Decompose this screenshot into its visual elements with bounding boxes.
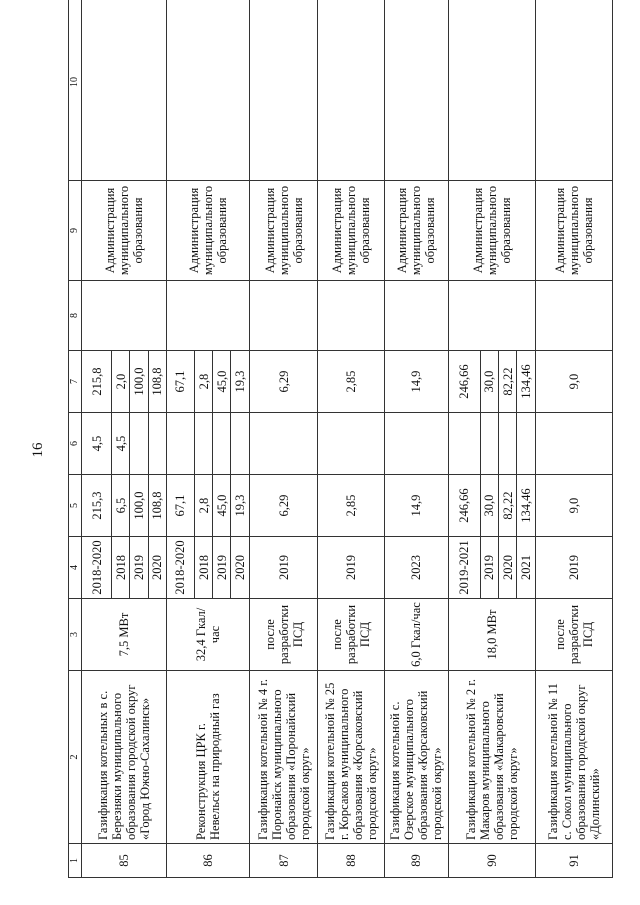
col10-empty — [385, 0, 448, 181]
col6-value: 4,5 — [82, 413, 112, 475]
responsible: Администрация муниципального образования — [448, 181, 535, 281]
total-value: 14,9 — [385, 475, 448, 537]
column-number: 3 — [69, 599, 82, 671]
year-value: 19,3 — [231, 475, 249, 537]
col6-value — [318, 413, 385, 475]
year-col6 — [213, 413, 231, 475]
year: 2020 — [499, 537, 517, 599]
year-col6 — [499, 413, 517, 475]
year-value: 30,0 — [480, 475, 498, 537]
capacity: после разработки ПСД — [535, 599, 612, 671]
col8-empty — [448, 281, 535, 351]
year-col6: 4,5 — [112, 413, 130, 475]
col8-empty — [166, 281, 249, 351]
year-value: 134,46 — [517, 475, 535, 537]
col10-empty — [448, 0, 535, 181]
total-value: 6,29 — [249, 475, 318, 537]
total-value: 246,66 — [448, 475, 480, 537]
column-number: 6 — [69, 413, 82, 475]
responsible: Администрация муниципального образования — [318, 181, 385, 281]
col8-empty — [535, 281, 612, 351]
responsible: Администрация муниципального образования — [385, 181, 448, 281]
col7-value: 215,8 — [82, 351, 112, 413]
column-number-row — [69, 0, 82, 878]
col6-value — [448, 413, 480, 475]
capacity: 18,0 МВт — [448, 599, 535, 671]
row-number: 88 — [318, 844, 385, 878]
capacity: 7,5 МВт — [82, 599, 167, 671]
period: 2018-2020 — [82, 537, 112, 599]
rotated-table-wrapper — [68, 18, 613, 878]
year-value: 2,8 — [194, 475, 212, 537]
object-name: Реконструкция ЦРК г. Невельск на природный газ — [166, 671, 249, 844]
column-number: 9 — [69, 181, 82, 281]
period: 2019 — [535, 537, 612, 599]
col10-empty — [535, 0, 612, 181]
column-number: 8 — [69, 281, 82, 351]
col10-empty — [166, 0, 249, 181]
year-col6 — [517, 413, 535, 475]
table-row — [82, 0, 112, 878]
year-col7: 30,0 — [480, 351, 498, 413]
object-name: Газификация котельной № 2 г. Макаров муниципального образования «Макаровский городской округ» — [448, 671, 535, 844]
column-number: 1 — [69, 844, 82, 878]
total-value: 9,0 — [535, 475, 612, 537]
year: 2019 — [130, 537, 148, 599]
column-number: 10 — [69, 0, 82, 181]
col8-empty — [385, 281, 448, 351]
year-col7: 108,8 — [148, 351, 166, 413]
year-col6 — [231, 413, 249, 475]
responsible: Администрация муниципального образования — [249, 181, 318, 281]
row-number: 85 — [82, 844, 167, 878]
period: 2019 — [249, 537, 318, 599]
col7-value: 246,66 — [448, 351, 480, 413]
period: 2018-2020 — [166, 537, 194, 599]
year-col7: 2,8 — [194, 351, 212, 413]
row-number: 86 — [166, 844, 249, 878]
year: 2018 — [112, 537, 130, 599]
year-value: 108,8 — [148, 475, 166, 537]
object-name: Газификация котельной с. Озерское муниципального образования «Корсаковский городской округ» — [385, 671, 448, 844]
responsible: Администрация муниципального образования — [166, 181, 249, 281]
col6-value — [166, 413, 194, 475]
year-col6 — [194, 413, 212, 475]
year: 2019 — [213, 537, 231, 599]
capacity: 32,4 Гкал/час — [166, 599, 249, 671]
col7-value: 9,0 — [535, 351, 612, 413]
year-col7: 45,0 — [213, 351, 231, 413]
year-value: 100,0 — [130, 475, 148, 537]
col7-value: 6,29 — [249, 351, 318, 413]
total-value: 2,85 — [318, 475, 385, 537]
total-value: 67,1 — [166, 475, 194, 537]
year-col7: 19,3 — [231, 351, 249, 413]
total-value: 215,3 — [82, 475, 112, 537]
responsible: Администрация муниципального образования — [535, 181, 612, 281]
object-name: Газификация котельной № 4 г. Поронайск муниципального образования «Поронайский городской округ» — [249, 671, 318, 844]
col7-value: 14,9 — [385, 351, 448, 413]
col7-value: 2,85 — [318, 351, 385, 413]
year-col7: 2,0 — [112, 351, 130, 413]
year: 2018 — [194, 537, 212, 599]
year-value: 6,5 — [112, 475, 130, 537]
year-col7: 134,46 — [517, 351, 535, 413]
period: 2023 — [385, 537, 448, 599]
column-number: 7 — [69, 351, 82, 413]
table-row — [166, 0, 194, 878]
year-col6 — [480, 413, 498, 475]
table-row — [249, 0, 318, 878]
table-row — [385, 0, 448, 878]
col10-empty — [249, 0, 318, 181]
period: 2019-2021 — [448, 537, 480, 599]
row-number: 87 — [249, 844, 318, 878]
table-row — [318, 0, 385, 878]
period: 2019 — [318, 537, 385, 599]
col8-empty — [318, 281, 385, 351]
row-number: 90 — [448, 844, 535, 878]
column-number: 4 — [69, 537, 82, 599]
capacity: после разработки ПСД — [249, 599, 318, 671]
row-number: 89 — [385, 844, 448, 878]
year-col7: 82,22 — [499, 351, 517, 413]
table-row — [535, 0, 612, 878]
object-name: Газификация котельных в с. Березняки муниципального образования городской округ «Город Южно-Сахалинск» — [82, 671, 167, 844]
capacity: 6,0 Гкал/час — [385, 599, 448, 671]
object-name: Газификация котельной № 11 с. Сокол муниципального образования городской округ «Долинский» — [535, 671, 612, 844]
col6-value — [385, 413, 448, 475]
year: 2021 — [517, 537, 535, 599]
object-name: Газификация котельной № 25 г. Корсаков муниципального образования «Корсаковский городской округ» — [318, 671, 385, 844]
col7-value: 67,1 — [166, 351, 194, 413]
responsible: Администрация муниципального образования — [82, 181, 167, 281]
year-col7: 100,0 — [130, 351, 148, 413]
table-row — [448, 0, 480, 878]
col6-value — [535, 413, 612, 475]
year-col6 — [130, 413, 148, 475]
gasification-table — [68, 0, 613, 878]
col8-empty — [249, 281, 318, 351]
page-number: 16 — [30, 442, 46, 458]
year-col6 — [148, 413, 166, 475]
col10-empty — [318, 0, 385, 181]
row-number: 91 — [535, 844, 612, 878]
column-number: 2 — [69, 671, 82, 844]
year: 2019 — [480, 537, 498, 599]
column-number: 5 — [69, 475, 82, 537]
col6-value — [249, 413, 318, 475]
year: 2020 — [148, 537, 166, 599]
year-value: 45,0 — [213, 475, 231, 537]
col8-empty — [82, 281, 167, 351]
year: 2020 — [231, 537, 249, 599]
year-value: 82,22 — [499, 475, 517, 537]
col10-empty — [82, 0, 167, 181]
capacity: после разработки ПСД — [318, 599, 385, 671]
